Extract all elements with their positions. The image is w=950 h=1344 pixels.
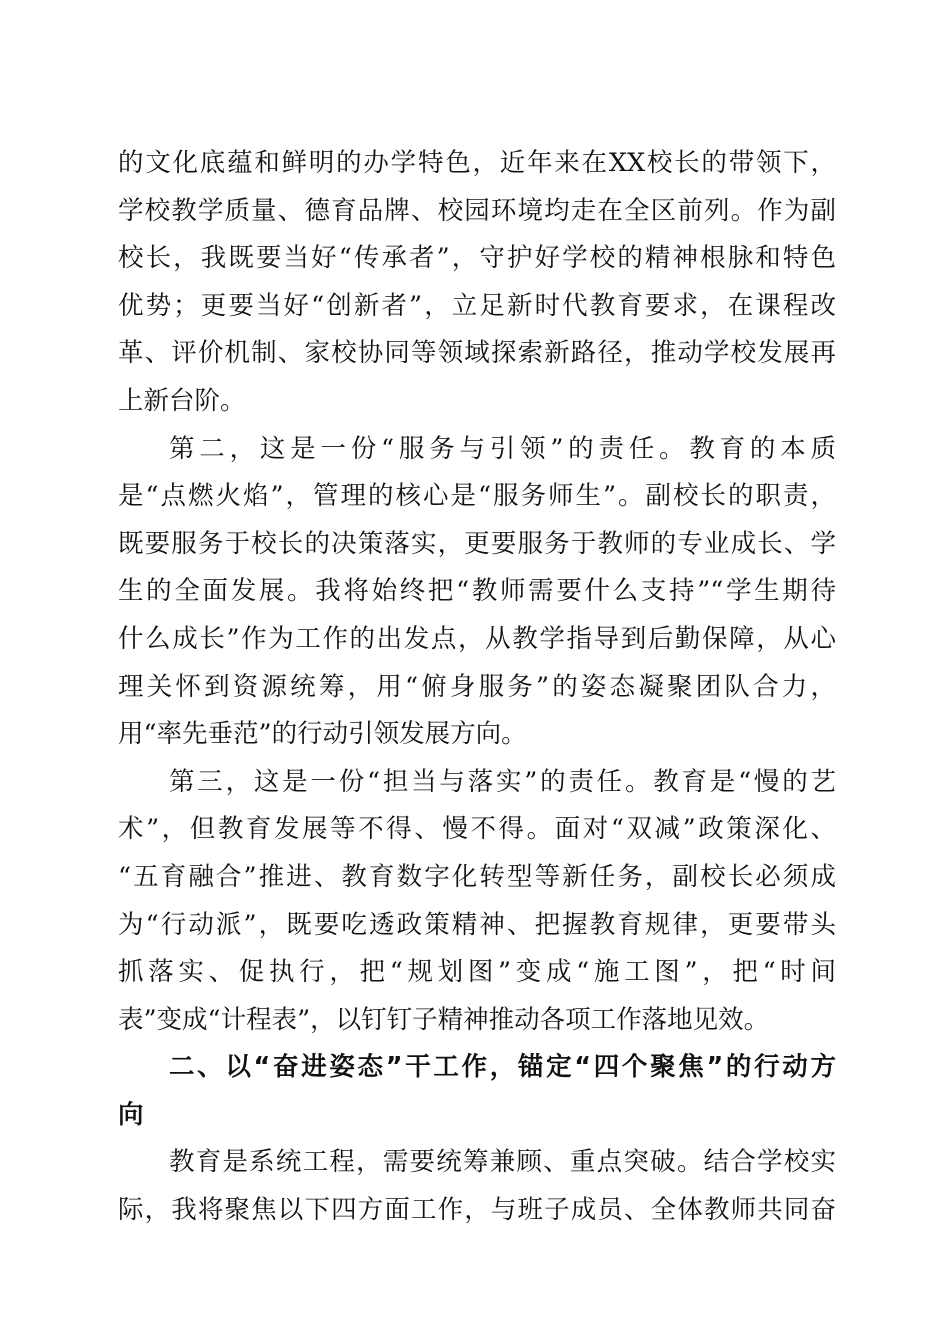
body-line: 为“行动派”，既要吃透政策精神、把握教育规律，更要带头 (118, 909, 836, 940)
body-line: 是“点燃火焰”，管理的核心是“服务师生”。副校长的职责， (118, 481, 836, 512)
section-heading: 向 (118, 1099, 144, 1130)
paragraph-first-line: 教育是系统工程，需要统筹兼顾、重点突破。结合学校实 (169, 1147, 836, 1178)
body-line: 的文化底蕴和鲜明的办学特色，近年来在XX校长的带领下， (118, 148, 836, 178)
document-page (118, 140, 836, 1235)
body-line: “五育融合”推进、教育数字化转型等新任务，副校长必须成 (118, 861, 836, 892)
paragraph-first-line: 第二，这是一份“服务与引领”的责任。教育的本质 (169, 433, 836, 464)
body-line: 用“率先垂范”的行动引领发展方向。 (118, 719, 527, 750)
body-line: 上新台阶。 (118, 385, 246, 416)
paragraph-first-line: 第三，这是一份“担当与落实”的责任。教育是“慢的艺 (169, 766, 836, 797)
body-line: 学校教学质量、德育品牌、校园环境均走在全区前列。作为副 (118, 195, 836, 226)
body-line: 什么成长”作为工作的出发点，从教学指导到后勤保障，从心 (118, 623, 836, 654)
body-line: 既要服务于校长的决策落实，更要服务于教师的专业成长、学 (118, 528, 836, 559)
body-line: 生的全面发展。我将始终把“教师需要什么支持”“学生期待 (118, 576, 836, 607)
body-line: 理关怀到资源统筹，用“俯身服务”的姿态凝聚团队合力， (118, 671, 836, 702)
body-line: 抓落实、促执行，把“规划图”变成“施工图”，把“时间 (118, 957, 836, 988)
body-line: 优势；更要当好“创新者”，立足新时代教育要求，在课程改 (118, 290, 836, 321)
body-line: 表”变成“计程表”，以钉钉子精神推动各项工作落地见效。 (118, 1004, 770, 1035)
body-line: 术”，但教育发展等不得、慢不得。面对“双减”政策深化、 (118, 814, 836, 845)
body-line: 革、评价机制、家校协同等领域探索新路径，推动学校发展再 (118, 338, 836, 369)
section-heading: 二、以“奋进姿态”干工作，锚定“四个聚焦”的行动方 (169, 1052, 836, 1083)
body-line: 校长，我既要当好“传承者”，守护好学校的精神根脉和特色 (118, 243, 836, 274)
body-line: 际，我将聚焦以下四方面工作，与班子成员、全体教师共同奋 (118, 1195, 836, 1226)
